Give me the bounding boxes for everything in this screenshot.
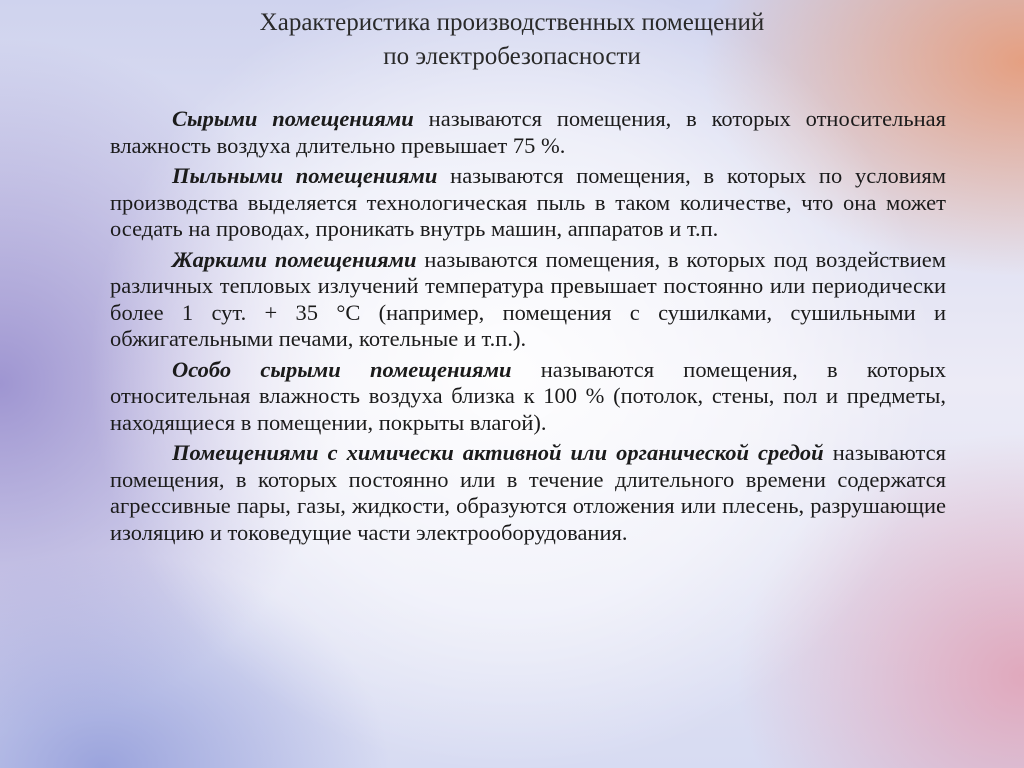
definition-hot-rooms: называются помещения, в которых под воздействием различных тепловых излучений температура превышает постоянно или периодически более 1 сут. + 35 °С (например, помещения с сушилками, сушильными и обжигательными печами, котельные и т.п.). (110, 246, 946, 351)
definition-chemical-rooms: называются помещения, в которых постоянно или в течение длительного времени содержатся агрессивные пары, газы, жидкости, образуются отложения или плесень, разрушающие изоляцию и токоведущие части электрооборудования. (110, 440, 946, 545)
definition-damp-rooms: называются помещения, в которых относительная влажность воздуха длительно превышает 75 %. (110, 106, 946, 158)
paragraph-damp-rooms (110, 106, 946, 159)
paragraph-hot-rooms (110, 247, 946, 353)
paragraph-dusty-rooms (110, 163, 946, 243)
slide-body (110, 106, 946, 550)
term-hot-rooms: Жаркими помещениями (172, 246, 417, 272)
slide-title-line-2: по электробезопасности (383, 43, 641, 70)
term-very-damp-rooms: Особо сырыми помещениями (172, 356, 512, 382)
slide-title (0, 6, 1024, 74)
definition-dusty-rooms: называются помещения, в которых по условиям производства выделяется технологическая пыль в таком количестве, что она может оседать на проводах, проникать внутрь машин, аппаратов и т.п. (110, 163, 946, 241)
term-dusty-rooms: Пыльными помещениями (172, 163, 438, 188)
slide-title-line-1: Характеристика производственных помещений (259, 9, 765, 36)
term-damp-rooms: Сырыми помещениями (172, 106, 414, 131)
definition-very-damp-rooms: называются помещения, в которых относительная влажность воздуха близка к 100 % (потолок, стены, пол и предметы, находящиеся в помещении, покрыты влагой). (110, 356, 946, 435)
paragraph-chemical-rooms (110, 440, 946, 546)
term-chemical-rooms: Помещениями с химически активной или органической средой (172, 440, 824, 465)
paragraph-very-damp-rooms (110, 357, 946, 437)
